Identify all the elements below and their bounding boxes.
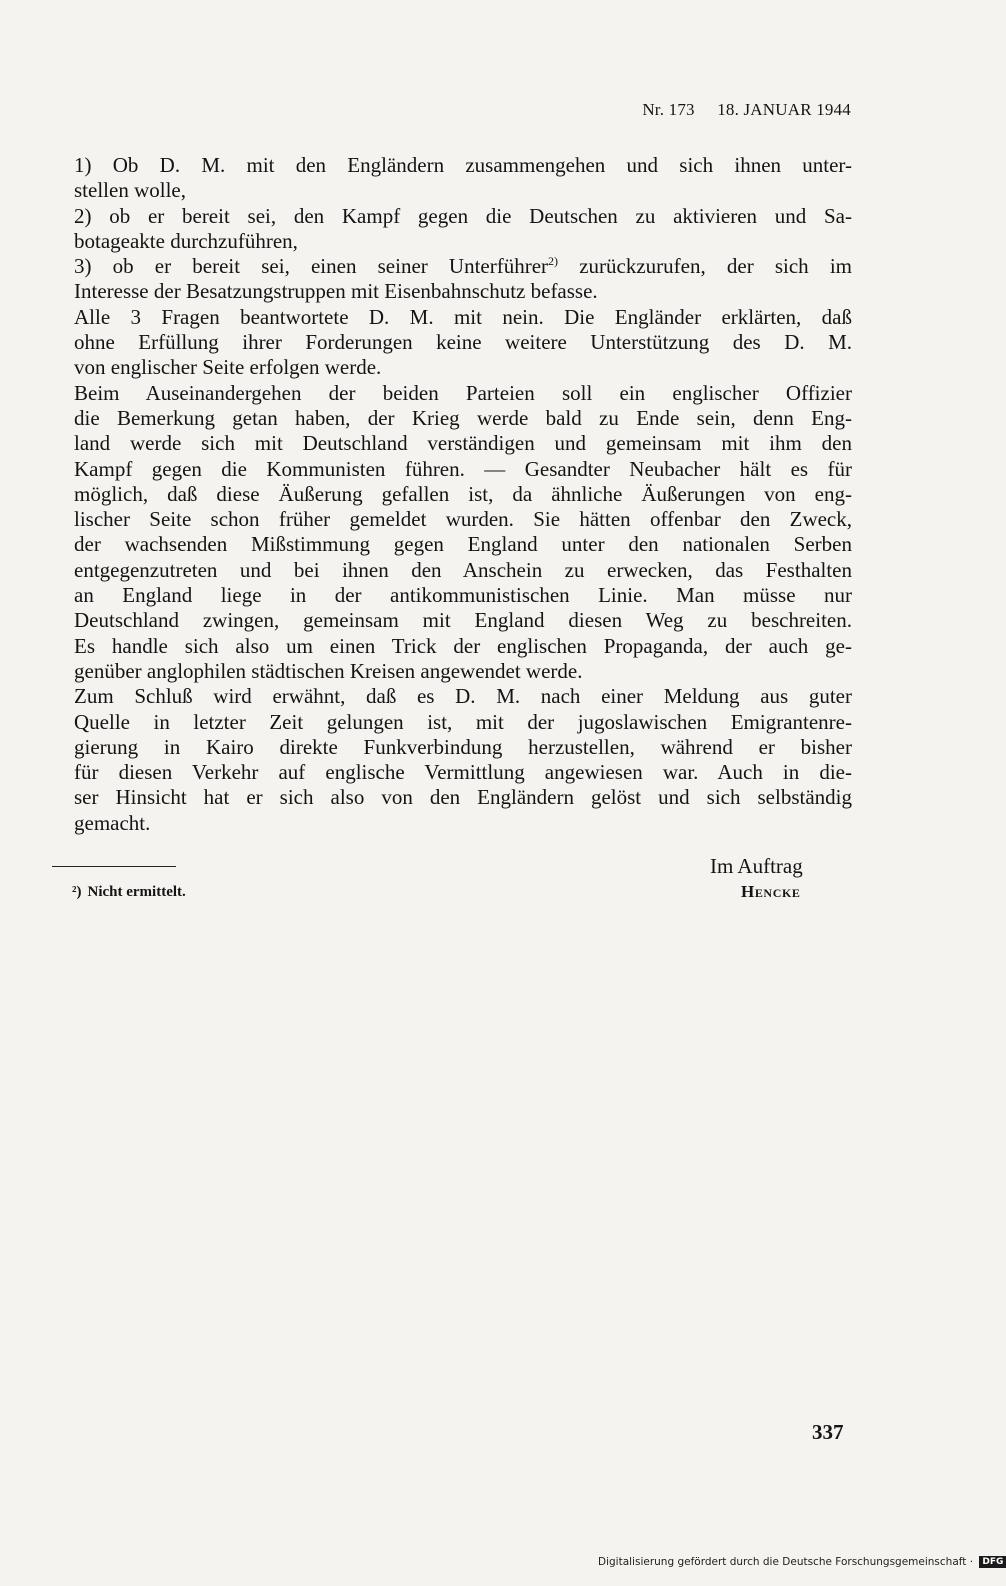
text-line: botageakte durchzuführen, [74,228,298,253]
text-line: land werde sich mit Deutschland verständigen und gemeinsam mit ihm den [74,431,852,456]
text-line: 2) ob er bereit sei, den Kampf gegen die Deutschen zu aktivieren und Sa- [74,203,852,228]
footnote-mark: ²) [72,884,82,900]
page-header [642,100,851,120]
text-line: Zum Schluß wird erwähnt, daß es D. M. nach einer Meldung aus guter [74,684,852,709]
text-line: entgegenzutreten und bei ihnen den Anschein zu erwecken, das Festhalten [74,557,852,582]
text-line: Es handle sich also um einen Trick der englischen Propaganda, der auch ge- [74,633,852,658]
footnote-text: Nicht ermittelt. [87,884,186,900]
paragraph-british-officer [52,381,852,685]
text-line: genüber anglophilen städtischen Kreisen angewendet werde. [74,658,583,683]
text-line: für diesen Verkehr auf englische Vermittlung angewiesen war. Auch in die- [74,760,852,785]
text-segment: 3) ob er bereit sei, einen seiner Unterführer [74,254,549,279]
document-date: 18. JANUAR 1944 [717,100,851,119]
paragraph-answers [52,305,852,381]
footnote-divider [52,866,176,867]
dfg-logo: DFG [979,1556,1006,1568]
digitization-credit [598,1556,1006,1568]
text-line: Quelle in letzter Zeit gelungen ist, mit der jugoslawischen Emigrantenre- [74,709,852,734]
footnote-reference: 2) [548,254,559,269]
text-line: gierung in Kairo direkte Funkverbindung herzustellen, während er bisher [74,734,852,759]
text-line: ohne Erfüllung ihrer Forderungen keine weitere Unterstützung des D. M. [74,330,852,355]
text-line: gemacht. [74,810,151,835]
text-line: Interesse der Besatzungstruppen mit Eisenbahnschutz befasse. [74,279,598,304]
text-line: Alle 3 Fragen beantwortete D. M. mit nein. Die Engländer erklärten, daß [74,304,852,329]
text-line: lischer Seite schon früher gemeldet wurden. Sie hätten offenbar den Zweck, [74,507,852,532]
closing-salutation: Im Auftrag [710,854,803,878]
text-line: Deutschland zwingen, gemeinsam mit England diesen Weg zu beschreiten. [74,608,852,633]
text-line: ser Hinsicht hat er sich also von den Engländern gelöst und sich selbständig [74,785,852,810]
footnote [72,884,186,901]
text-line: möglich, daß diese Äußerung gefallen ist, da ähnliche Äußerungen von eng- [74,481,852,506]
text-line: Kampf gegen die Kommunisten führen. — Gesandter Neubacher hält es für [74,456,852,481]
text-line: die Bemerkung getan haben, der Krieg werde bald zu Ende sein, denn Eng- [74,405,852,430]
paragraph-question-1 [52,153,852,204]
text-line: 1) Ob D. M. mit den Engländern zusammengehen und sich ihnen unter- [74,153,852,177]
text-line: stellen wolle, [74,178,186,203]
text-segment: zurückzurufen, der sich im [558,254,853,279]
paragraph-conclusion [52,684,852,836]
credit-text: Digitalisierung gefördert durch die Deutsche Forschungsgemeinschaft · [598,1556,974,1568]
paragraph-question-2 [52,204,852,255]
text-line: der wachsenden Mißstimmung gegen England unter den nationalen Serben [74,532,852,557]
paragraph-question-3 [52,254,852,305]
page-number: 337 [812,1420,844,1444]
body-text [52,153,852,836]
text-line: von englischer Seite erfolgen werde. [74,355,382,380]
bleed-through-texture [40,950,950,1330]
text-line: an England liege in der antikommunistischen Linie. Man müsse nur [74,583,852,608]
document-number: Nr. 173 [642,100,695,119]
text-line-with-footnote [52,254,852,279]
signature: Hencke [741,882,801,901]
text-line: Beim Auseinandergehen der beiden Parteien soll ein englischer Offizier [74,380,852,405]
